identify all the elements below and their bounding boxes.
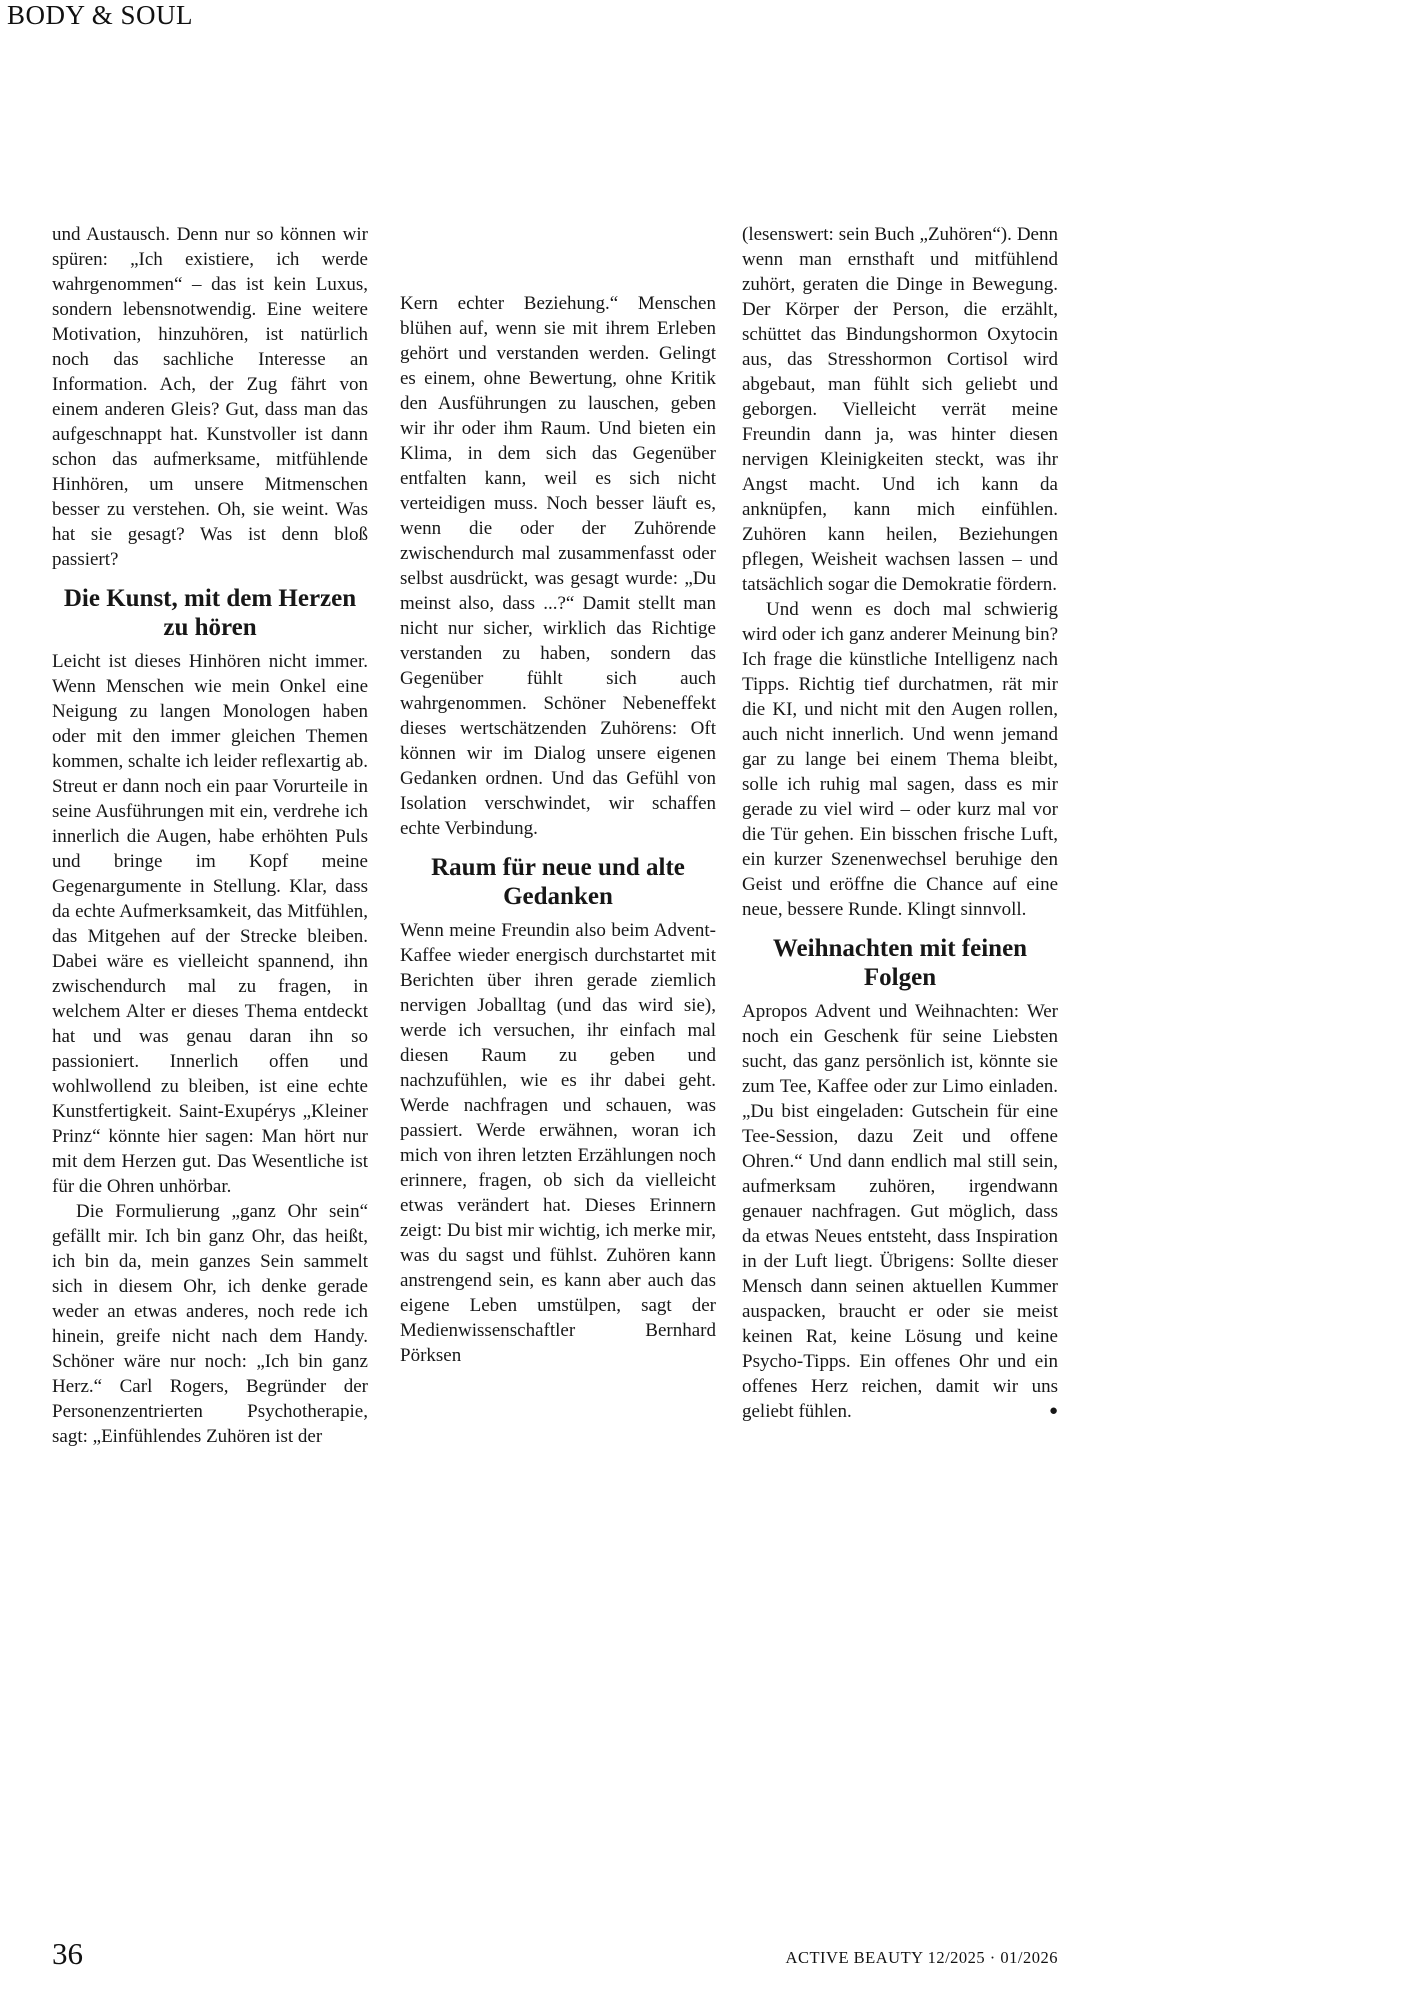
- page-number: 36: [52, 1936, 83, 1971]
- body-paragraph: Leicht ist dieses Hinhören nicht immer. Wenn Menschen wie mein Onkel eine Neigung zu langen Monologen haben oder mit den immer gleichen Themen kommen, schalte ich leider reflexartig ab. Streut er dann noch ein paar Vorurteile in seine Ausführungen mit ein, verdrehe ich innerlich die Augen, habe erhöhten Puls und bringe im Kopf meine Gegenargumente in Stellung. Klar, dass da echte Aufmerksamkeit, das Mitfühlen, das Mitgehen auf der Strecke bleiben. Dabei wäre es vielleicht spannend, ihn zwischendurch mal zu fragen, in welchem Alter er dieses Thema entdeckt hat und was genau daran ihn so passioniert. Innerlich offen und wohlwollend zu bleiben, ist eine echte Kunstfertigkeit. Saint-Exupérys „Kleiner Prinz“ könnte hier sagen: Man hört nur mit dem Herzen gut. Das Wesentliche ist für die Ohren unhörbar.: [52, 651, 369, 1197]
- section-heading-art-of-listening: Die Kunst, mit dem Herzen zu hören: [63, 585, 357, 641]
- body-paragraph: [742, 999, 1058, 1424]
- body-paragraph: Kern echter Beziehung.“ Menschen blühen auf, wenn sie mit ihrem Erleben gehört und verstanden werden. Gelingt es einem, ohne Bewertung, ohne Kritik den Ausführungen zu lauschen, geben wir ihr oder ihm Raum. Und bieten ein Klima, in dem sich das Gegenüber entfalten kann, weil es sich nicht verteidigen muss. Noch besser läuft es, wenn die oder der Zuhörende zwischendurch mal zusammenfasst oder selbst ausdrückt, was gesagt wurde: „Du meinst also, dass ...?“ Damit stellt man nicht nur sicher, wirklich das Richtige verstanden zu haben, sondern das Gegenüber fühlt sich auch wahrgenommen. Schöner Nebeneffekt dieses wertschätzenden Zuhörens: Oft können wir im Dialog unsere eigenen Gedanken ordnen. Und das Gefühl von Isolation verschwindet, wir schaffen echte Verbindung.: [400, 293, 716, 839]
- body-paragraph: Die Formulierung „ganz Ohr sein“ gefällt mir. Ich bin ganz Ohr, das heißt, ich bin da, mein ganzes Sein sammelt sich in diesem Ohr, ich denke gerade weder an etwas anderes, noch rede ich hinein, greife nicht nach dem Handy. Schöner wäre nur noch: „Ich bin ganz Herz.“ Carl Rogers, Begründer der Personenzentrierten Psychotherapie, sagt: „Einfühlendes Zuhören ist der: [52, 1201, 368, 1447]
- section-heading-room-for-thoughts: Raum für neue und alte Gedanken: [431, 854, 685, 910]
- article-end-bullet-icon: ●: [1048, 1403, 1058, 1419]
- paragraph-text: Apropos Advent und Weihnachten: Wer noch ein Geschenk für seine Liebsten sucht, das ganz persönlich ist, könnte sie zum Tee, Kaffee oder zur Limo einladen. „Du bist eingeladen: Gutschein für eine Tee-Session, dazu Zeit und offene Ohren.“ Und dann endlich mal still sein, aufmerksam zuhören, irgendwann genauer nachfragen. Gut möglich, dass da etwas Neues entsteht, dass Inspiration in der Luft liegt. Übrigens: Sollte dieser Mensch dann seinen aktuellen Kummer auspacken, braucht er oder sie meist keinen Rat, keine Lösung und keine Psycho-Tipps. Ein offenes Ohr und ein offenes Herz reichen, damit wir uns geliebt fühlen.: [742, 1001, 1058, 1422]
- text-column-2: [400, 291, 716, 1368]
- text-column-1: [52, 222, 368, 1449]
- text-column-3: [742, 222, 1058, 1424]
- masthead-title: BODY & SOUL: [7, 0, 194, 30]
- body-paragraph: Wenn meine Freundin also beim Advent-Kaffee wieder energisch durchstartet mit Berichten über ihren gerade ziemlich nervigen Joballtag (und das wird sie), werde ich versuchen, ihr einfach mal diesen Raum zu geben und nachzufühlen, wie es ihr dabei geht. Werde nachfragen und schauen, was passiert. Werde erwähnen, woran ich mich von ihren letzten Erzählungen noch erinnere, fragen, ob sich da vielleicht etwas verändert hat. Dieses Erinnern zeigt: Du bist mir wichtig, ich merke mir, was du sagst und fühlst. Zuhören kann anstrengend sein, es kann aber auch das eigene Leben umstülpen, sagt der Medienwissenschaftler Bernhard Pörksen: [400, 920, 716, 1366]
- body-paragraph: (lesenswert: sein Buch „Zuhören“). Denn wenn man ernsthaft und mitfühlend zuhört, geraten die Dinge in Bewegung. Der Körper der Person, die erzählt, schüttet das Bindungshormon Oxytocin aus, das Stresshormon Cortisol wird abgebaut, man fühlt sich geliebt und geborgen. Vielleicht verrät meine Freundin dann ja, was hinter diesen nervigen Kleinigkeiten steckt, was ihr Angst macht. Und ich kann da anknüpfen, kann mich einfühlen. Zuhören kann heilen, Beziehungen pflegen, Weisheit wachsen lassen – und tatsächlich sogar die Demokratie fördern.: [742, 224, 1058, 595]
- issue-info: ACTIVE BEAUTY 12/2025 · 01/2026: [785, 1948, 1058, 1967]
- body-paragraph: Und wenn es doch mal schwierig wird oder ich ganz anderer Meinung bin? Ich frage die künstliche Intelligenz nach Tipps. Richtig tief durchatmen, rät mir die KI, und nicht mit den Augen rollen, auch nicht innerlich. Und wenn jemand gar zu lange bei einem Thema bleibt, solle ich ruhig mal sagen, dass es mir gerade zu viel wird – oder kurz mal vor die Tür gehen. Ein bisschen frische Luft, ein kurzer Szenenwechsel beruhige den Geist und eröffne die Chance auf eine neue, bessere Runde. Klingt sinnvoll.: [742, 599, 1058, 920]
- body-paragraph: und Austausch. Denn nur so können wir spüren: „Ich existiere, ich werde wahrgenommen“ – das ist kein Luxus, sondern lebensnotwendig. Eine weitere Motivation, hinzuhören, ist natürlich noch das sachliche Interesse an Information. Ach, der Zug fährt von einem anderen Gleis? Gut, dass man das aufgeschnappt hat. Kunstvoller ist dann schon das aufmerksame, mitfühlende Hinhören, um unsere Mitmenschen besser zu verstehen. Oh, sie weint. Was hat sie gesagt? Was ist denn bloß passiert?: [52, 224, 368, 570]
- section-heading-christmas: Weihnachten mit feinen Folgen: [772, 935, 1028, 991]
